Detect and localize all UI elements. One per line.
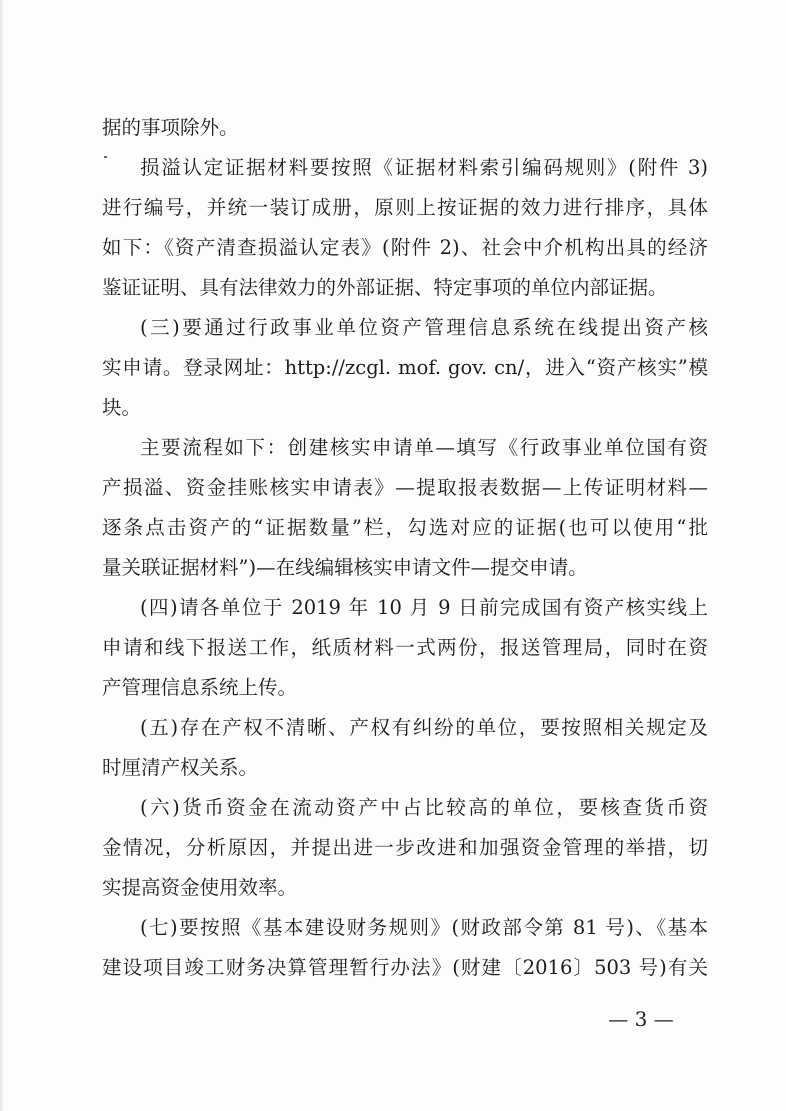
paragraph-2-line-2: 实申请。登录网址：http://zcgl. mof. gov. cn/，进入“资产核实”模 (102, 356, 708, 379)
paragraph-5-line-2: 时厘清产权关系。 (102, 756, 259, 779)
paragraph-1-line-3: 如下：《资产清查损溢认定表》(附件 2)、社会中介机构出具的经济 (102, 236, 708, 259)
paragraph-2-line-3: 块。 (102, 396, 142, 419)
paragraph-1-line-2: 进行编号，并统一装订成册，原则上按证据的效力进行排序，具体 (102, 196, 708, 219)
paragraph-3-line-3: 逐条点击资产的“证据数量”栏，勾选对应的证据(也可以使用“批 (102, 516, 708, 539)
paragraph-7-line-2: 建设项目竣工财务决算管理暂行办法》(财建〔2016〕503 号)有关 (102, 956, 708, 979)
paragraph-4-line-3: 产管理信息系统上传。 (102, 676, 298, 699)
paragraph-4-line-2: 申请和线下报送工作，纸质材料一式两份，报送管理局，同时在资 (102, 636, 708, 659)
paragraph-7-line-1: (七)要按照《基本建设财务规则》(财政部令第 81 号)、《基本 (140, 916, 708, 939)
paragraph-3-line-4: 量关联证据材料”)—在线编辑核实申请文件—提交申请。 (102, 556, 588, 579)
document-body (102, 108, 708, 988)
paragraph-3-line-1: 主要流程如下：创建核实申请单—填写《行政事业单位国有资 (140, 436, 708, 459)
paragraph-0-line-1: 据的事项除外。 (102, 116, 239, 139)
paragraph-3-line-2: 产损溢、资金挂账核实申请表》—提取报表数据—上传证明材料— (102, 476, 708, 499)
paragraph-1-line-4: 鉴证证明、具有法律效力的外部证据、特定事项的单位内部证据。 (102, 276, 668, 299)
paragraph-6-line-2: 金情况，分析原因，并提出进一步改进和加强资金管理的举措，切 (102, 836, 708, 859)
paragraph-6-line-3: 实提高资金使用效率。 (102, 876, 298, 899)
paragraph-4-line-1: (四)请各单位于 2019 年 10 月 9 日前完成国有资产核实线上 (140, 596, 708, 619)
paragraph-5-line-1: (五)存在产权不清晰、产权有纠纷的单位，要按照相关规定及 (140, 716, 708, 739)
paragraph-2-line-1: (三)要通过行政事业单位资产管理信息系统在线提出资产核 (140, 316, 708, 339)
scan-edge-shadow (0, 0, 4, 1111)
paragraph-1-line-1: 损溢认定证据材料要按照《证据材料索引编码规则》(附件 3) (140, 156, 708, 179)
page-number: — 3 — (608, 1007, 674, 1031)
paragraph-6-line-1: (六)货币资金在流动资产中占比较高的单位，要核查货币资 (140, 796, 708, 819)
